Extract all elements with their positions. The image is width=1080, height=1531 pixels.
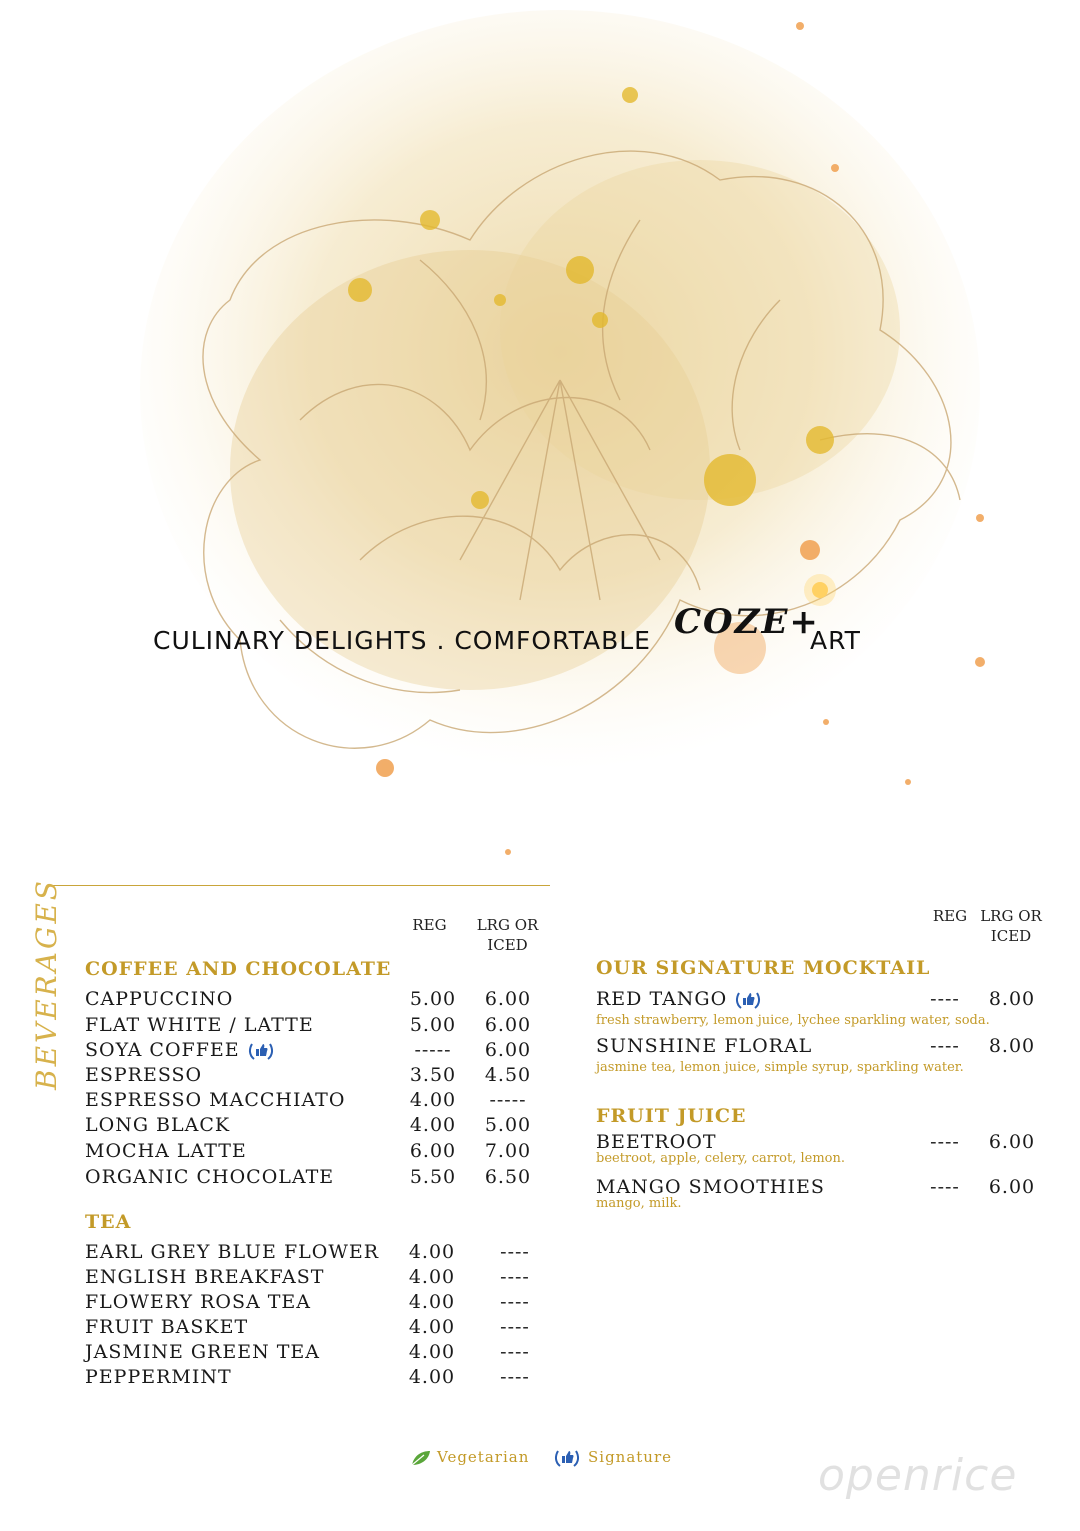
legend-vegetarian: Vegetarian <box>437 1448 530 1466</box>
divider-line <box>50 885 550 886</box>
legend-signature: Signature <box>588 1448 673 1466</box>
item-description: fresh strawberry, lemon juice, lychee sparkling water, soda. <box>596 1013 990 1028</box>
price-lrg: 8.00 <box>988 988 1036 1010</box>
menu-item <box>85 1039 545 1065</box>
menu-item <box>85 1089 545 1115</box>
price-lrg: ---- <box>500 1291 530 1313</box>
price-reg: 5.50 <box>409 1166 457 1188</box>
section-title-juice: FRUIT JUICE <box>596 1105 747 1127</box>
left-col-reg-header: REG <box>412 916 447 934</box>
menu-item <box>596 988 1046 1014</box>
menu-item <box>85 988 545 1014</box>
left-col-lrg-header: LRG OR ICED <box>476 916 539 954</box>
price-reg: 6.00 <box>409 1140 457 1162</box>
right-col-lrg-header: LRG OR ICED <box>980 907 1042 945</box>
price-reg: 4.00 <box>409 1089 457 1111</box>
menu-item <box>85 1114 545 1140</box>
price-lrg: 6.00 <box>484 988 532 1010</box>
price-reg: 3.50 <box>409 1064 457 1086</box>
brand-logo: COZE+ <box>674 602 820 642</box>
right-col-reg-header: REG <box>932 907 968 925</box>
signature-icon <box>735 989 761 1011</box>
section-title-coffee: COFFEE AND CHOCOLATE <box>85 958 392 980</box>
item-description: mango, milk. <box>596 1196 682 1211</box>
price-reg: ----- <box>414 1039 452 1061</box>
item-name: ESPRESSO MACCHIATO <box>85 1089 346 1111</box>
item-name: BEETROOT <box>596 1131 717 1153</box>
menu-item <box>85 1366 545 1392</box>
price-reg: 4.00 <box>409 1114 457 1136</box>
signature-icon <box>554 1447 580 1469</box>
item-name: FLAT WHITE / LATTE <box>85 1014 314 1036</box>
price-lrg: ---- <box>500 1241 530 1263</box>
price-lrg: ---- <box>500 1341 530 1363</box>
price-reg: 4.00 <box>408 1366 456 1388</box>
price-lrg: 5.00 <box>484 1114 532 1136</box>
price-reg: ---- <box>930 988 960 1010</box>
item-name: ENGLISH BREAKFAST <box>85 1266 325 1288</box>
price-lrg: 7.00 <box>484 1140 532 1162</box>
price-reg: 4.00 <box>408 1241 456 1263</box>
price-reg: 4.00 <box>408 1266 456 1288</box>
item-name: SUNSHINE FLORAL <box>596 1035 813 1057</box>
menu-item <box>85 1291 545 1317</box>
item-name: FRUIT BASKET <box>85 1316 249 1338</box>
menu-item <box>596 1035 1046 1061</box>
item-name: ORGANIC CHOCOLATE <box>85 1166 335 1188</box>
menu-item <box>85 1316 545 1342</box>
item-name: FLOWERY ROSA TEA <box>85 1291 312 1313</box>
price-lrg: 6.00 <box>484 1014 532 1036</box>
item-name: MANGO SMOOTHIES <box>596 1176 825 1198</box>
price-reg: 4.00 <box>408 1316 456 1338</box>
price-lrg: ----- <box>489 1089 527 1111</box>
item-description: jasmine tea, lemon juice, simple syrup, sparkling water. <box>596 1060 964 1075</box>
menu-item <box>85 1341 545 1367</box>
item-name <box>85 1039 274 1062</box>
price-lrg: 6.50 <box>484 1166 532 1188</box>
tagline-end: ART <box>810 626 861 655</box>
item-name: MOCHA LATTE <box>85 1140 247 1162</box>
item-name: ESPRESSO <box>85 1064 203 1086</box>
item-name: CAPPUCCINO <box>85 988 234 1010</box>
item-name: LONG BLACK <box>85 1114 231 1136</box>
price-lrg: 6.00 <box>988 1131 1036 1153</box>
openrice-watermark: openrice <box>818 1450 1018 1501</box>
price-reg: ---- <box>930 1035 960 1057</box>
tagline: CULINARY DELIGHTS . COMFORTABLE <box>153 626 651 655</box>
price-reg: ---- <box>930 1131 960 1153</box>
section-title-mocktail: OUR SIGNATURE MOCKTAIL <box>596 957 931 979</box>
price-lrg: ---- <box>500 1266 530 1288</box>
price-lrg: 6.00 <box>484 1039 532 1061</box>
menu-item <box>85 1064 545 1090</box>
price-reg: 4.00 <box>408 1291 456 1313</box>
item-name: EARL GREY BLUE FLOWER <box>85 1241 380 1263</box>
menu-item <box>85 1140 545 1166</box>
menu-item <box>85 1014 545 1040</box>
price-reg: 5.00 <box>409 988 457 1010</box>
menu-item <box>85 1241 545 1267</box>
item-name: JASMINE GREEN TEA <box>85 1341 320 1363</box>
signature-icon <box>248 1040 274 1062</box>
item-name: PEPPERMINT <box>85 1366 232 1388</box>
price-reg: ---- <box>930 1176 960 1198</box>
item-description: beetroot, apple, celery, carrot, lemon. <box>596 1151 846 1166</box>
price-lrg: 8.00 <box>988 1035 1036 1057</box>
item-name <box>596 988 761 1011</box>
price-lrg: 4.50 <box>484 1064 532 1086</box>
menu-item <box>85 1266 545 1292</box>
price-lrg: 6.00 <box>988 1176 1036 1198</box>
price-reg: 5.00 <box>409 1014 457 1036</box>
price-lrg: ---- <box>500 1366 530 1388</box>
vegetarian-leaf-icon <box>410 1449 432 1467</box>
item-name-text: SOYA COFFEE <box>85 1039 240 1061</box>
price-reg: 4.00 <box>408 1341 456 1363</box>
item-name-text: RED TANGO <box>596 988 728 1010</box>
menu-item <box>85 1166 545 1192</box>
section-title-tea: TEA <box>85 1211 132 1233</box>
beverages-side-label: BEVERAGES <box>30 878 63 1090</box>
price-lrg: ---- <box>500 1316 530 1338</box>
